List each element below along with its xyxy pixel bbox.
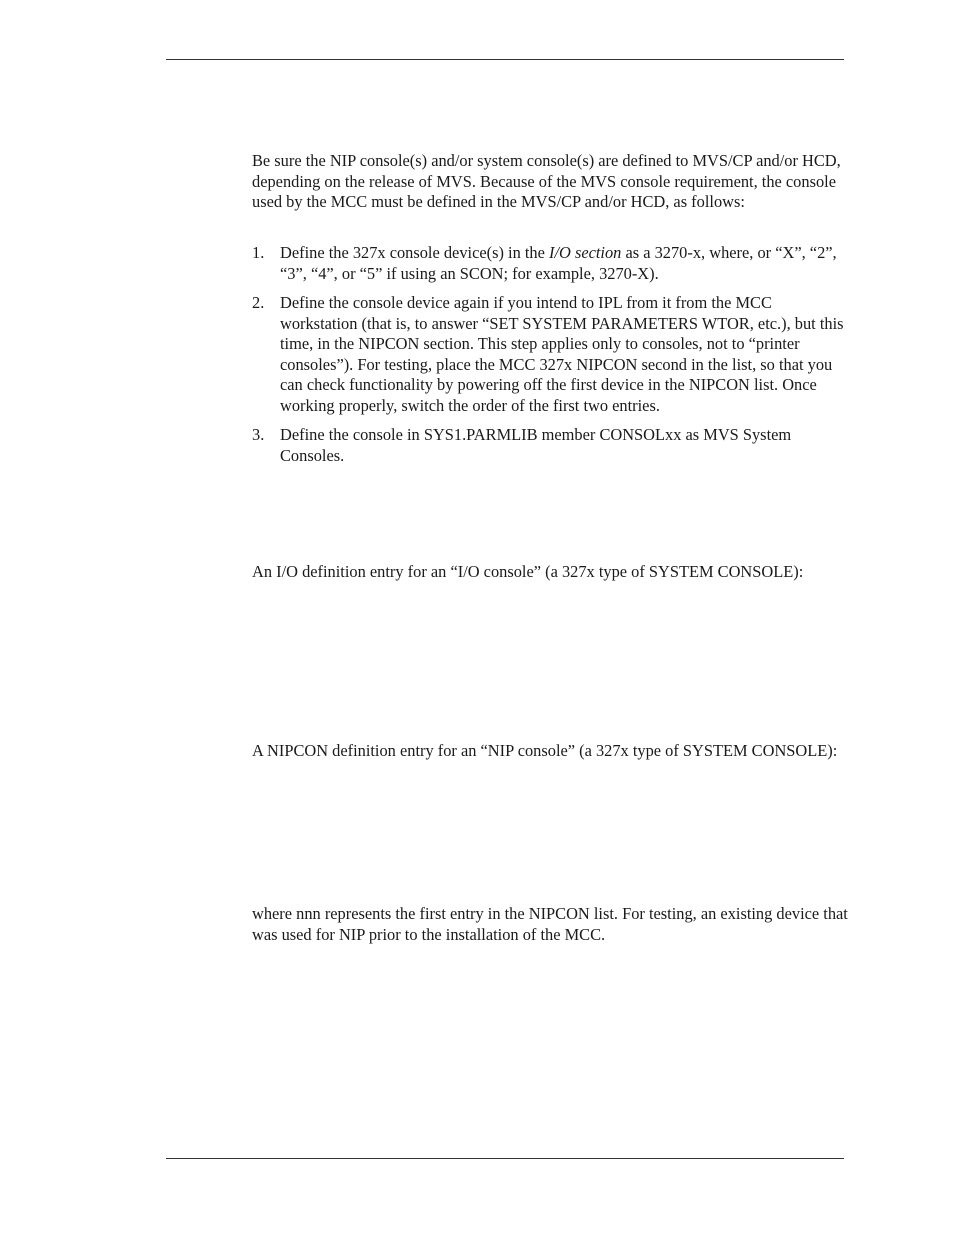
list-item bbox=[252, 243, 844, 284]
io-entry-paragraph: An I/O definition entry for an “I/O console” (a 327x type of SYSTEM CONSOLE): bbox=[252, 562, 804, 581]
list-item-number: 2. bbox=[252, 293, 265, 312]
list-item-text: Define the console in SYS1.PARMLIB member CONSOLxx as MVS System Consoles. bbox=[280, 425, 792, 465]
list-item-text: Define the console device again if you intend to IPL from it from the MCC workstation (that is, to answer “SET SYSTEM PARAMETERS WTOR, etc.), but this time, in the NIPCON section. This step applies only to consoles, not to “printer consoles”). For testing, place the MCC 327x NIPCON second in the list, so that you can check functionality by powering off the first device in the NIPCON list. Once working properly, switch the order of the first two entries. bbox=[280, 293, 844, 415]
footer-rule bbox=[166, 1158, 844, 1159]
list-item-number: 3. bbox=[252, 425, 265, 444]
io-section-emphasis: I/O section bbox=[549, 243, 622, 262]
steps-list bbox=[252, 243, 844, 475]
list-item-text: Define the 327x console device(s) in the I/O section as a 3270-x, where, or “X”, “2”, “3”, “4”, or “5” if using an SCON; for example, 3270-X). bbox=[280, 243, 837, 283]
header-rule bbox=[166, 59, 844, 60]
nipcon-entry-paragraph: A NIPCON definition entry for an “NIP console” (a 327x type of SYSTEM CONSOLE): bbox=[252, 741, 838, 760]
list-item bbox=[252, 425, 844, 466]
list-item-number: 1. bbox=[252, 243, 265, 262]
intro-paragraph: Be sure the NIP console(s) and/or system console(s) are defined to MVS/CP and/or HCD, depending on the release of MVS. Because of the MVS console requirement, the console used by the MCC must be defined in the MVS/CP and/or HCD, as follows: bbox=[252, 151, 841, 211]
where-paragraph: where nnn represents the first entry in the NIPCON list. For testing, an existing device that was used for NIP prior to the installation of the MCC. bbox=[252, 904, 848, 944]
list-item bbox=[252, 293, 844, 416]
